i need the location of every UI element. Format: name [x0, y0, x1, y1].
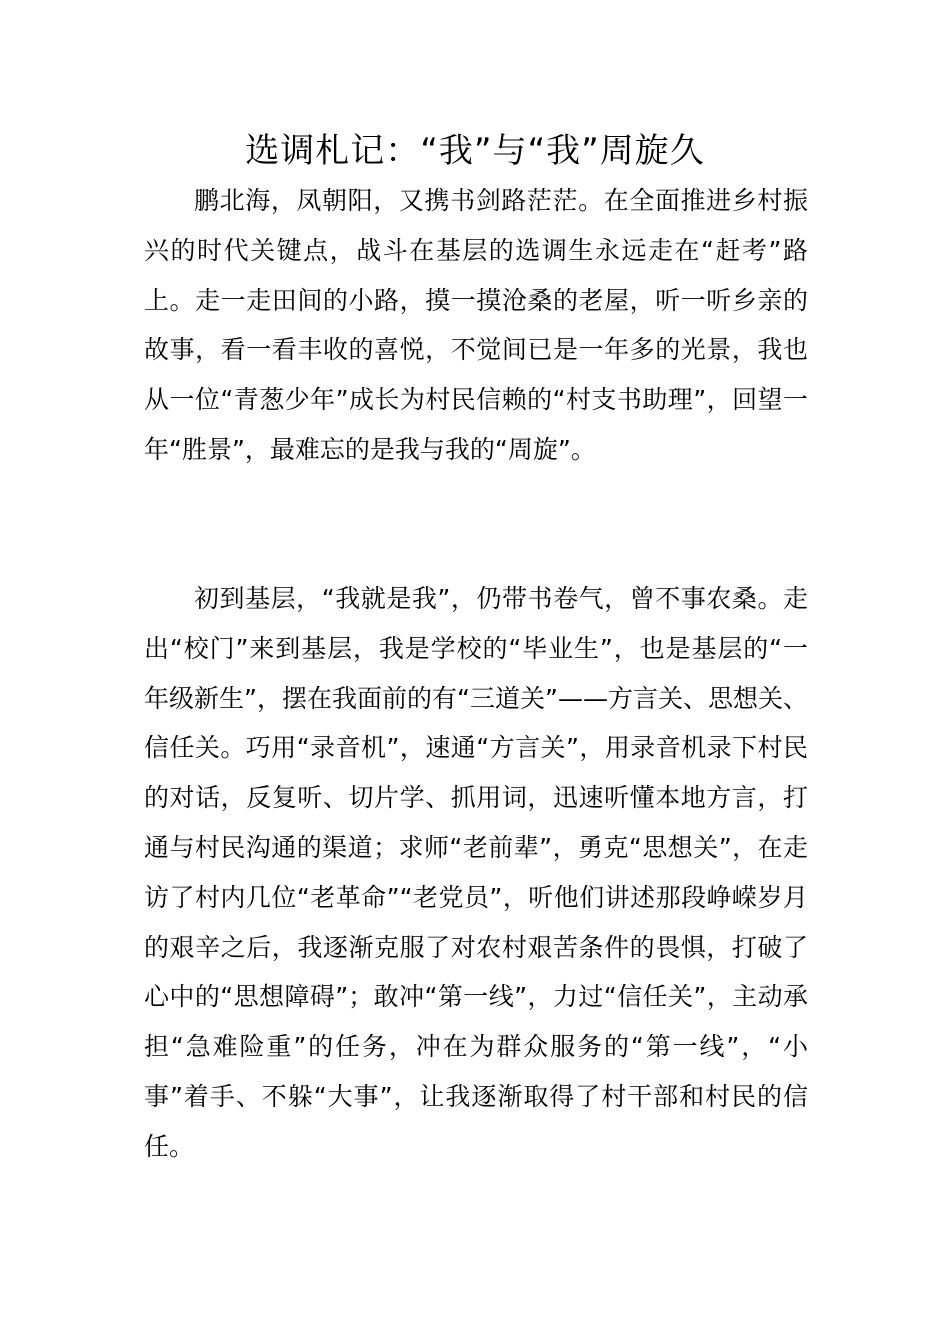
paragraph-1: 鹏北海，凤朝阳，又携书剑路茫茫。在全面推进乡村振兴的时代关键点，战斗在基层的选调生永远走在“赶考”路上。走一走田间的小路，摸一摸沧桑的老屋，听一听乡亲的故事，看一看丰收的喜悦，不觉间已是一年多的光景，我也从一位“青葱少年”成长为村民信赖的“村支书助理”，回望一年“胜景”，最难忘的是我与我的“周旋”。 [144, 186, 808, 464]
paragraph-2: 初到基层，“我就是我”，仍带书卷气，曾不事农桑。走出“校门”来到基层，我是学校的“毕业生”，也是基层的“一年级新生”，摆在我面前的有“三道关”——方言关、思想关、信任关。巧用“录音机”，速通“方言关”，用录音机录下村民的对话，反复听、切片学、抓用词，迅速听懂本地方言，打通与村民沟通的渠道；求师“老前辈”，勇克“思想关”，在走访了村内几位“老革命”“老党员”，听他们讲述那段峥嵘岁月的艰辛之后，我逐渐克服了对农村艰苦条件的畏惧，打破了心中的“思想障碍”；敢冲“第一线”，力过“信任关”，主动承担“急难险重”的任务，冲在为群众服务的“第一线”，“小事”着手、不躲“大事”，让我逐渐取得了村干部和村民的信任。 [144, 584, 808, 1161]
document-title: 选调札记：“我”与“我”周旋久 [245, 131, 705, 171]
